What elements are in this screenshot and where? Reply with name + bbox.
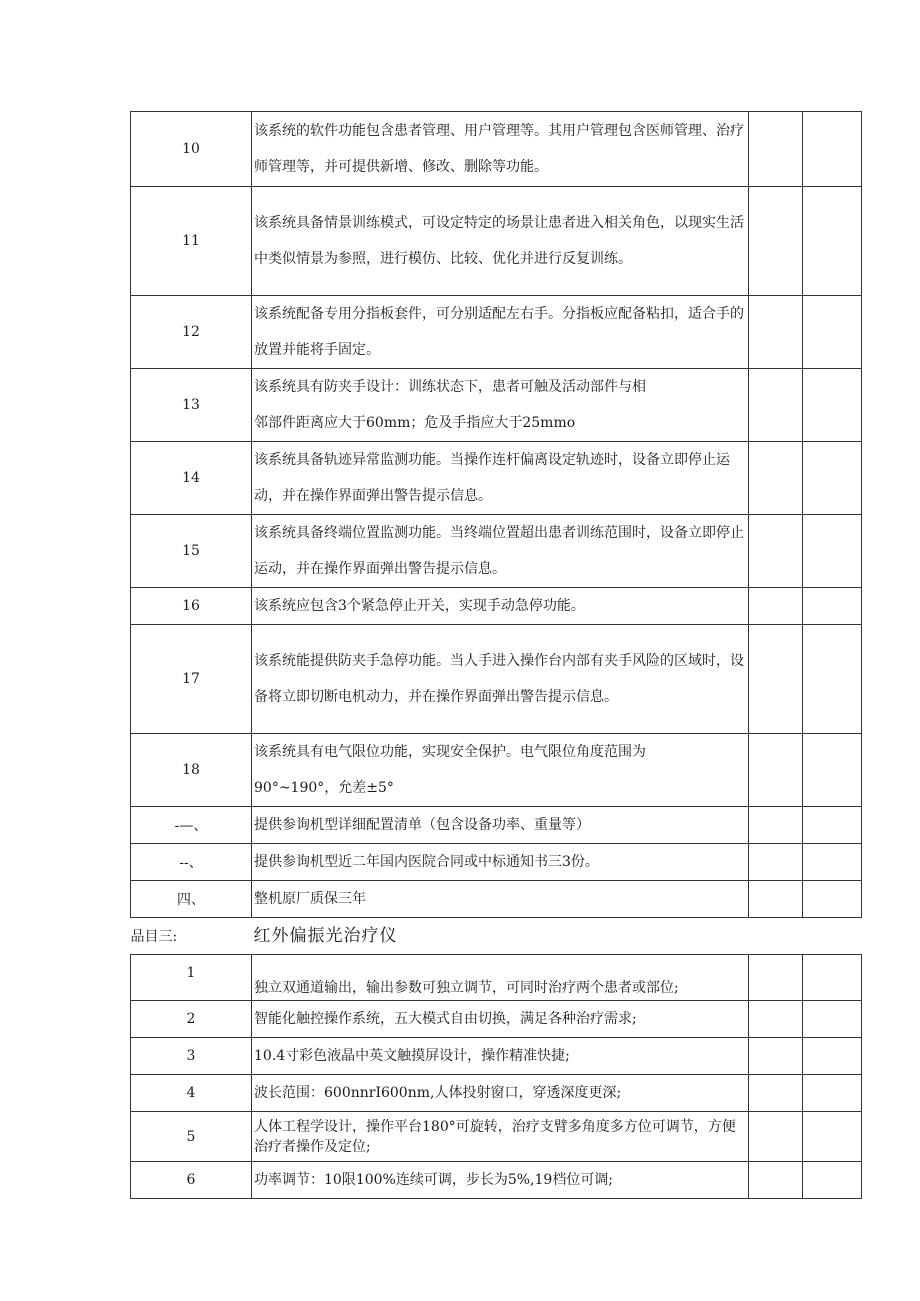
- table-row: [131, 807, 862, 844]
- empty-cell: [803, 807, 862, 844]
- empty-cell: [803, 442, 862, 515]
- table-row: [131, 625, 862, 734]
- empty-cell: [803, 1038, 862, 1075]
- empty-cell: [749, 844, 803, 881]
- item-text: 提供参询机型近二年国内医院合同或中标通知书三3份。: [252, 844, 749, 881]
- empty-cell: [803, 881, 862, 918]
- empty-cell: [749, 1075, 803, 1112]
- item-text: 提供参询机型详细配置清单（包含设备功率、重量等）: [252, 807, 749, 844]
- empty-cell: [749, 881, 803, 918]
- item-text: 该系统具备轨迹异常监测功能。当操作连杆偏离设定轨迹时，设备立即停止运动，并在操作界面弹出警告提示信息。: [252, 442, 749, 515]
- empty-cell: [803, 625, 862, 734]
- empty-cell: [749, 369, 803, 442]
- item-number: 16: [131, 588, 252, 625]
- item-number: 5: [131, 1112, 252, 1162]
- table-row: [131, 734, 862, 807]
- empty-cell: [803, 112, 862, 187]
- item-text: 人体工程学设计，操作平台180°可旋转，治疗支臂多角度多方位可调节，方便治疗者操作及定位;: [252, 1112, 749, 1162]
- item-number: 17: [131, 625, 252, 734]
- item-number: 2: [131, 1001, 252, 1038]
- item-text: 10.4寸彩色液晶中英文触摸屏设计，操作精准快捷;: [252, 1038, 749, 1075]
- table-row: [131, 955, 862, 1001]
- table-row: [131, 187, 862, 296]
- table-row: [131, 588, 862, 625]
- empty-cell: [749, 625, 803, 734]
- item-number: 12: [131, 296, 252, 369]
- item-text: 该系统的软件功能包含患者管理、用户管理等。其用户管理包含医师管理、治疗师管理等，并可提供新增、修改、删除等功能。: [252, 112, 749, 187]
- empty-cell: [749, 1162, 803, 1199]
- item-text: 整机原厂质保三年: [252, 881, 749, 918]
- empty-cell: [803, 1162, 862, 1199]
- empty-cell: [803, 918, 862, 955]
- empty-cell: [749, 187, 803, 296]
- item-text-line: 邻部件距离应大于60mm；危及手指应大于25mmo: [254, 415, 576, 431]
- table-row: [131, 844, 862, 881]
- empty-cell: [803, 187, 862, 296]
- section-title: 红外偏振光治疗仪: [252, 918, 749, 955]
- item-text: 功率调节：10限100%连续可调，步长为5%,19档位可调;: [252, 1162, 749, 1199]
- item-number: 14: [131, 442, 252, 515]
- item-number: 6: [131, 1162, 252, 1199]
- empty-cell: [749, 588, 803, 625]
- item-number: 11: [131, 187, 252, 296]
- item-number: 1: [131, 955, 252, 1001]
- empty-cell: [749, 807, 803, 844]
- item-number: 3: [131, 1038, 252, 1075]
- empty-cell: [749, 1112, 803, 1162]
- table-row: [131, 881, 862, 918]
- empty-cell: [803, 734, 862, 807]
- empty-cell: [803, 1075, 862, 1112]
- item-number: -—、: [131, 807, 252, 844]
- item-number: 四、: [131, 881, 252, 918]
- item-text: 该系统具备情景训练模式，可设定特定的场景让患者进入相关角色，以现实生活中类似情景为参照，进行模仿、比较、优化并进行反复训练。: [252, 187, 749, 296]
- item-number: 10: [131, 112, 252, 187]
- table-row: [131, 369, 862, 442]
- spec-table: [130, 111, 862, 1199]
- empty-cell: [803, 1112, 862, 1162]
- empty-cell: [749, 1038, 803, 1075]
- item-number: 4: [131, 1075, 252, 1112]
- table-row: [131, 442, 862, 515]
- item-text: 该系统具备终端位置监测功能。当终端位置超出患者训练范围时，设备立即停止运动，并在操作界面弹出警告提示信息。: [252, 515, 749, 588]
- empty-cell: [749, 442, 803, 515]
- table-row: [131, 1162, 862, 1199]
- empty-cell: [803, 515, 862, 588]
- empty-cell: [803, 955, 862, 1001]
- item-text: [252, 369, 749, 442]
- empty-cell: [749, 515, 803, 588]
- empty-cell: [803, 1001, 862, 1038]
- item-text: 该系统配备专用分指板套件，可分别适配左右手。分指板应配备粘扣，适合手的放置并能将手固定。: [252, 296, 749, 369]
- table-row: [131, 515, 862, 588]
- item-number: 18: [131, 734, 252, 807]
- item-text: 该系统能提供防夹手急停功能。当人手进入操作台内部有夹手风险的区域时，设备将立即切断电机动力，并在操作界面弹出警告提示信息。: [252, 625, 749, 734]
- empty-cell: [749, 734, 803, 807]
- item-text: 波长范围：600nnrI600nm,人体投射窗口，穿透深度更深;: [252, 1075, 749, 1112]
- empty-cell: [749, 955, 803, 1001]
- empty-cell: [803, 369, 862, 442]
- item-text: 该系统应包含3个紧急停止开关，实现手动急停功能。: [252, 588, 749, 625]
- table-row: [131, 1112, 862, 1162]
- empty-cell: [749, 918, 803, 955]
- empty-cell: [749, 1001, 803, 1038]
- item-number: 13: [131, 369, 252, 442]
- item-text-line: 该系统具有防夹手设计：训练状态下，患者可触及活动部件与相: [254, 379, 646, 395]
- item-text: 智能化触控操作系统，五大模式自由切换，满足各种治疗需求;: [252, 1001, 749, 1038]
- table-row: [131, 296, 862, 369]
- table-row: [131, 112, 862, 187]
- empty-cell: [803, 844, 862, 881]
- section-header-row: [131, 918, 862, 955]
- table-row: [131, 1075, 862, 1112]
- empty-cell: [803, 588, 862, 625]
- item-number: --、: [131, 844, 252, 881]
- item-text-line: 该系统具有电气限位功能，实现安全保护。电气限位角度范围为: [254, 744, 646, 760]
- empty-cell: [803, 296, 862, 369]
- item-text: 独立双通道输出，输出参数可独立调节，可同时治疗两个患者或部位;: [252, 955, 749, 1001]
- section-label: 品目三:: [131, 918, 252, 955]
- empty-cell: [749, 112, 803, 187]
- item-text: [252, 734, 749, 807]
- table-row: [131, 1001, 862, 1038]
- empty-cell: [749, 296, 803, 369]
- item-text-line: 90°~190°，允差±5°: [254, 780, 394, 796]
- item-number: 15: [131, 515, 252, 588]
- table-row: [131, 1038, 862, 1075]
